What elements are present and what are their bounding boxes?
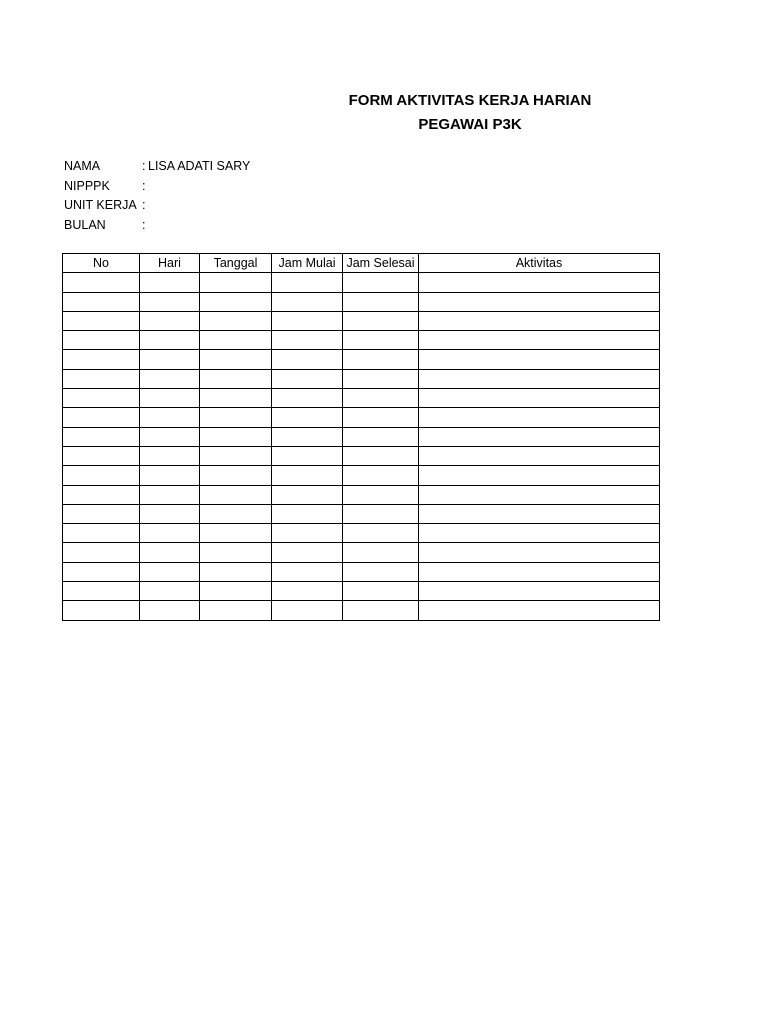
table-cell-tanggal[interactable]: [200, 562, 272, 581]
table-cell-jam-mulai[interactable]: [272, 504, 343, 523]
table-cell-jam-selesai[interactable]: [343, 427, 419, 446]
table-cell-no[interactable]: [63, 504, 140, 523]
table-cell-no[interactable]: [63, 446, 140, 465]
table-cell-no[interactable]: [63, 408, 140, 427]
table-cell-jam-selesai[interactable]: [343, 331, 419, 350]
table-cell-aktivitas[interactable]: [419, 562, 660, 581]
table-cell-jam-mulai[interactable]: [272, 446, 343, 465]
table-cell-no[interactable]: [63, 601, 140, 620]
table-cell-hari[interactable]: [140, 601, 200, 620]
table-cell-no[interactable]: [63, 485, 140, 504]
table-cell-jam-selesai[interactable]: [343, 601, 419, 620]
form-title-line-2: PEGAWAI P3K: [418, 116, 522, 133]
table-cell-aktivitas[interactable]: [419, 408, 660, 427]
table-cell-tanggal[interactable]: [200, 389, 272, 408]
table-cell-tanggal[interactable]: [200, 446, 272, 465]
table-cell-no[interactable]: [63, 273, 140, 292]
table-row: [63, 504, 660, 523]
table-cell-hari[interactable]: [140, 350, 200, 369]
info-separator: :: [142, 198, 146, 213]
table-cell-hari[interactable]: [140, 524, 200, 543]
table-row: [63, 273, 660, 292]
table-cell-tanggal[interactable]: [200, 427, 272, 446]
table-cell-hari[interactable]: [140, 446, 200, 465]
info-label: BULAN: [64, 218, 106, 233]
table-row: [63, 562, 660, 581]
info-separator: :: [142, 178, 146, 193]
activity-table: [62, 253, 660, 621]
table-header-row: [63, 254, 660, 273]
table-cell-aktivitas[interactable]: [419, 350, 660, 369]
table-cell-jam-mulai[interactable]: [272, 427, 343, 446]
form-title-line-1: FORM AKTIVITAS KERJA HARIAN: [348, 92, 592, 109]
table-cell-jam-selesai[interactable]: [343, 408, 419, 427]
table-cell-hari[interactable]: [140, 504, 200, 523]
table-cell-tanggal[interactable]: [200, 466, 272, 485]
table-cell-jam-mulai[interactable]: [272, 350, 343, 369]
info-separator: :: [142, 159, 146, 173]
info-label: NIPPPK: [64, 178, 110, 193]
table-cell-no[interactable]: [63, 369, 140, 388]
table-cell-jam-mulai[interactable]: [272, 543, 343, 562]
table-cell-tanggal[interactable]: [200, 350, 272, 369]
table-cell-hari[interactable]: [140, 485, 200, 504]
table-cell-tanggal[interactable]: [200, 331, 272, 350]
table-cell-jam-selesai[interactable]: [343, 582, 419, 601]
table-row: [63, 524, 660, 543]
column-header-jam-mulai: Jam Mulai: [272, 254, 343, 273]
table-cell-aktivitas[interactable]: [419, 446, 660, 465]
table-cell-tanggal[interactable]: [200, 504, 272, 523]
table-cell-tanggal[interactable]: [200, 601, 272, 620]
table-cell-aktivitas[interactable]: [419, 485, 660, 504]
table-cell-jam-mulai[interactable]: [272, 369, 343, 388]
table-row: [63, 427, 660, 446]
column-header-no: No: [63, 254, 140, 273]
table-row: [63, 408, 660, 427]
table-cell-hari[interactable]: [140, 427, 200, 446]
table-cell-aktivitas[interactable]: [419, 504, 660, 523]
table-cell-hari[interactable]: [140, 369, 200, 388]
table-cell-aktivitas[interactable]: [419, 582, 660, 601]
table-cell-no[interactable]: [63, 562, 140, 581]
table-cell-tanggal[interactable]: [200, 543, 272, 562]
table-cell-hari[interactable]: [140, 292, 200, 311]
table-cell-jam-selesai[interactable]: [343, 446, 419, 465]
table-cell-jam-selesai[interactable]: [343, 273, 419, 292]
table-cell-jam-mulai[interactable]: [272, 485, 343, 504]
table-cell-hari[interactable]: [140, 408, 200, 427]
table-cell-jam-mulai[interactable]: [272, 524, 343, 543]
table-cell-no[interactable]: [63, 389, 140, 408]
table-cell-jam-selesai[interactable]: [343, 369, 419, 388]
table-cell-no[interactable]: [63, 311, 140, 330]
table-cell-hari[interactable]: [140, 562, 200, 581]
table-row: [63, 369, 660, 388]
table-cell-jam-mulai[interactable]: [272, 466, 343, 485]
table-cell-tanggal[interactable]: [200, 524, 272, 543]
table-cell-jam-selesai[interactable]: [343, 562, 419, 581]
table-cell-jam-selesai[interactable]: [343, 292, 419, 311]
table-cell-tanggal[interactable]: [200, 408, 272, 427]
table-cell-jam-selesai[interactable]: [343, 389, 419, 408]
column-header-aktivitas: Aktivitas: [419, 254, 660, 273]
table-cell-aktivitas[interactable]: [419, 311, 660, 330]
table-cell-aktivitas[interactable]: [419, 273, 660, 292]
table-cell-jam-mulai[interactable]: [272, 389, 343, 408]
column-header-tanggal: Tanggal: [200, 254, 272, 273]
table-cell-no[interactable]: [63, 543, 140, 562]
table-cell-tanggal[interactable]: [200, 292, 272, 311]
table-cell-jam-selesai[interactable]: [343, 504, 419, 523]
table-cell-jam-selesai[interactable]: [343, 466, 419, 485]
table-cell-jam-mulai[interactable]: [272, 273, 343, 292]
table-cell-tanggal[interactable]: [200, 369, 272, 388]
column-header-jam-selesai: Jam Selesai: [343, 254, 419, 273]
table-cell-aktivitas[interactable]: [419, 466, 660, 485]
info-value: LISA ADATI SARY: [148, 159, 251, 173]
table-cell-aktivitas[interactable]: [419, 331, 660, 350]
table-cell-tanggal[interactable]: [200, 273, 272, 292]
table-cell-aktivitas[interactable]: [419, 389, 660, 408]
table-row: [63, 311, 660, 330]
table-cell-jam-mulai[interactable]: [272, 582, 343, 601]
table-cell-hari[interactable]: [140, 466, 200, 485]
table-cell-jam-mulai[interactable]: [272, 311, 343, 330]
table-row: [63, 582, 660, 601]
table-cell-aktivitas[interactable]: [419, 427, 660, 446]
table-cell-jam-mulai[interactable]: [272, 331, 343, 350]
table-cell-hari[interactable]: [140, 582, 200, 601]
table-cell-no[interactable]: [63, 427, 140, 446]
table-cell-jam-selesai[interactable]: [343, 524, 419, 543]
table-cell-no[interactable]: [63, 292, 140, 311]
table-cell-hari[interactable]: [140, 389, 200, 408]
table-cell-hari[interactable]: [140, 273, 200, 292]
table-cell-aktivitas[interactable]: [419, 369, 660, 388]
table-row: [63, 389, 660, 408]
table-row: [63, 350, 660, 369]
table-cell-tanggal[interactable]: [200, 485, 272, 504]
table-row: [63, 466, 660, 485]
table-cell-tanggal[interactable]: [200, 311, 272, 330]
table-cell-jam-mulai[interactable]: [272, 601, 343, 620]
table-cell-aktivitas[interactable]: [419, 292, 660, 311]
table-cell-hari[interactable]: [140, 543, 200, 562]
table-cell-jam-mulai[interactable]: [272, 562, 343, 581]
table-cell-no[interactable]: [63, 524, 140, 543]
table-cell-jam-mulai[interactable]: [272, 408, 343, 427]
table-row: [63, 543, 660, 562]
table-cell-hari[interactable]: [140, 311, 200, 330]
table-cell-jam-selesai[interactable]: [343, 350, 419, 369]
table-row: [63, 485, 660, 504]
info-label: UNIT KERJA: [64, 198, 137, 213]
info-separator: :: [142, 218, 146, 233]
table-cell-aktivitas[interactable]: [419, 524, 660, 543]
table-cell-no[interactable]: [63, 466, 140, 485]
table-cell-hari[interactable]: [140, 331, 200, 350]
table-body: [63, 273, 660, 620]
table-cell-no[interactable]: [63, 331, 140, 350]
table-row: [63, 292, 660, 311]
table-cell-jam-selesai[interactable]: [343, 485, 419, 504]
table-cell-jam-mulai[interactable]: [272, 292, 343, 311]
table-cell-aktivitas[interactable]: [419, 543, 660, 562]
table-row: [63, 331, 660, 350]
table-cell-no[interactable]: [63, 350, 140, 369]
table-row: [63, 446, 660, 465]
column-header-hari: Hari: [140, 254, 200, 273]
info-label: NAMA: [64, 159, 101, 173]
table-row: [63, 601, 660, 620]
table-cell-no[interactable]: [63, 582, 140, 601]
table-cell-aktivitas[interactable]: [419, 601, 660, 620]
table-cell-jam-selesai[interactable]: [343, 543, 419, 562]
table-cell-jam-selesai[interactable]: [343, 311, 419, 330]
table-cell-tanggal[interactable]: [200, 582, 272, 601]
